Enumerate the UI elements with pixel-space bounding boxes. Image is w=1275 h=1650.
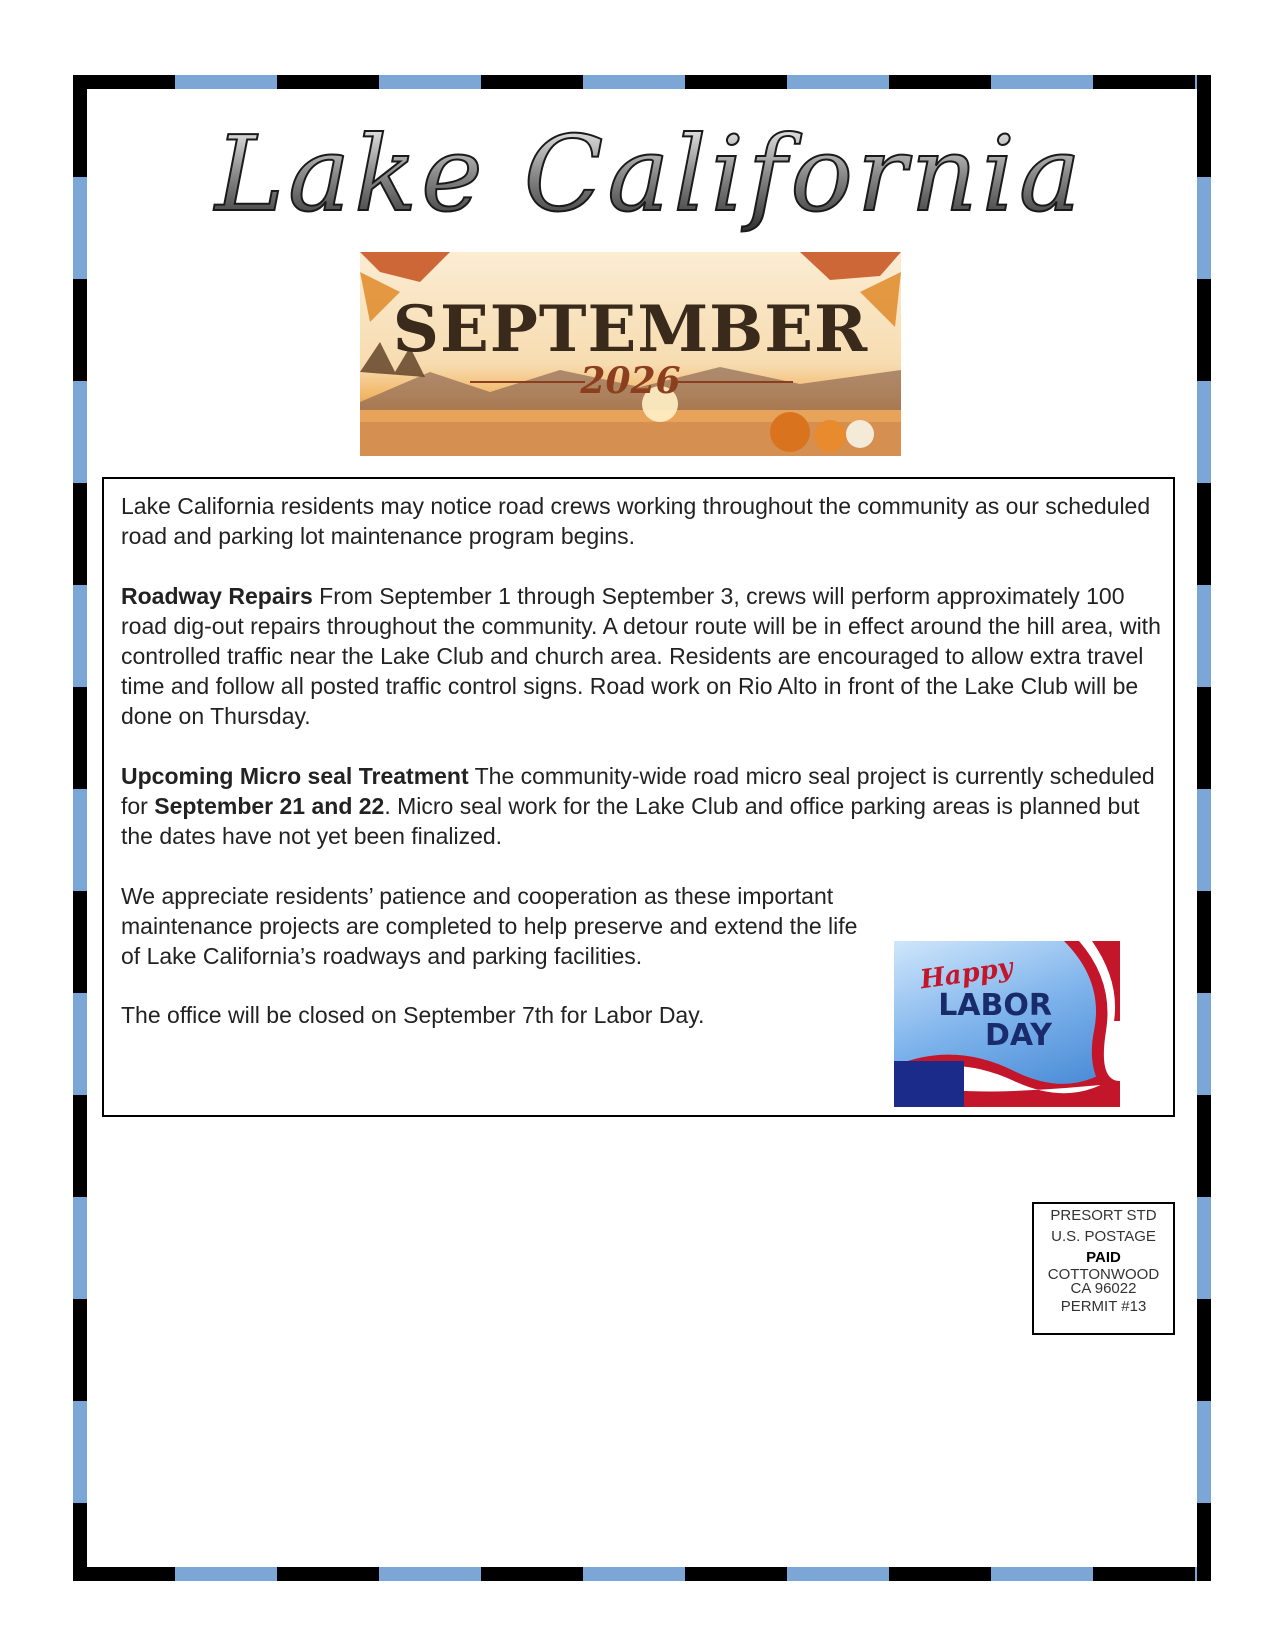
banner-month: SEPTEMBER (392, 292, 869, 367)
border-top (73, 75, 1211, 89)
roadway-repairs-paragraph (121, 581, 1161, 731)
border-left (73, 75, 87, 1581)
micro-seal-heading: Upcoming Micro seal Treatment (121, 763, 469, 789)
micro-seal-text-after: . Micro seal work for the Lake Club and office parking areas is planned but the dates have not yet been finalized. (121, 793, 1140, 849)
labor-day-happy: Happy (918, 952, 1015, 996)
postage-line-presort: PRESORT STD (1050, 1207, 1157, 1224)
roadway-repairs-heading: Roadway Repairs (121, 583, 313, 609)
postage-indicia (1032, 1202, 1175, 1335)
labor-day-label (932, 988, 1052, 1053)
roadway-repairs-text: From September 1 through September 3, crews will perform approximately 100 road dig-out repairs throughout the community. A detour route will be in effect around the hill area, with controlled traffic near the Lake Club and church area. Residents are encouraged to allow extra travel time and follow all posted traffic control signs. Road work on Rio Alto in front of the Lake Club will be done on Thursday. (121, 583, 1161, 729)
labor-day-line2: DAY (985, 1018, 1052, 1053)
postage-line-city: COTTONWOOD (1047, 1266, 1160, 1283)
border-bottom (73, 1567, 1211, 1581)
micro-seal-dates: September 21 and 22 (154, 793, 385, 819)
labor-day-line1: LABOR (938, 988, 1052, 1023)
september-banner (360, 252, 901, 456)
labor-day-image (894, 941, 1120, 1107)
newsletter-title (170, 110, 1130, 260)
border-right (1197, 75, 1211, 1581)
postage-line-state-zip: CA 96022 (1070, 1280, 1137, 1297)
micro-seal-text-before: The community-wide road micro seal project is currently scheduled for (121, 763, 1155, 819)
postage-line-paid: PAID (1086, 1249, 1121, 1266)
appreciation-paragraph: We appreciate residents’ patience and cooperation as these important maintenance projects are completed to help preserve and extend the life of Lake California’s roadways and parking facilities. (121, 883, 858, 969)
intro-paragraph: Lake California residents may notice road crews working throughout the community as our scheduled road and parking lot maintenance program begins. (121, 493, 1151, 549)
postage-line-permit: PERMIT #13 (1060, 1298, 1147, 1315)
office-closure-notice: The office will be closed on September 7th for Labor Day. (121, 1002, 705, 1028)
title-text: Lake California (215, 113, 1085, 235)
micro-seal-paragraph (121, 761, 1161, 851)
postage-line-us-postage: U.S. POSTAGE (1051, 1228, 1156, 1245)
banner-year: 2026 (580, 360, 681, 402)
